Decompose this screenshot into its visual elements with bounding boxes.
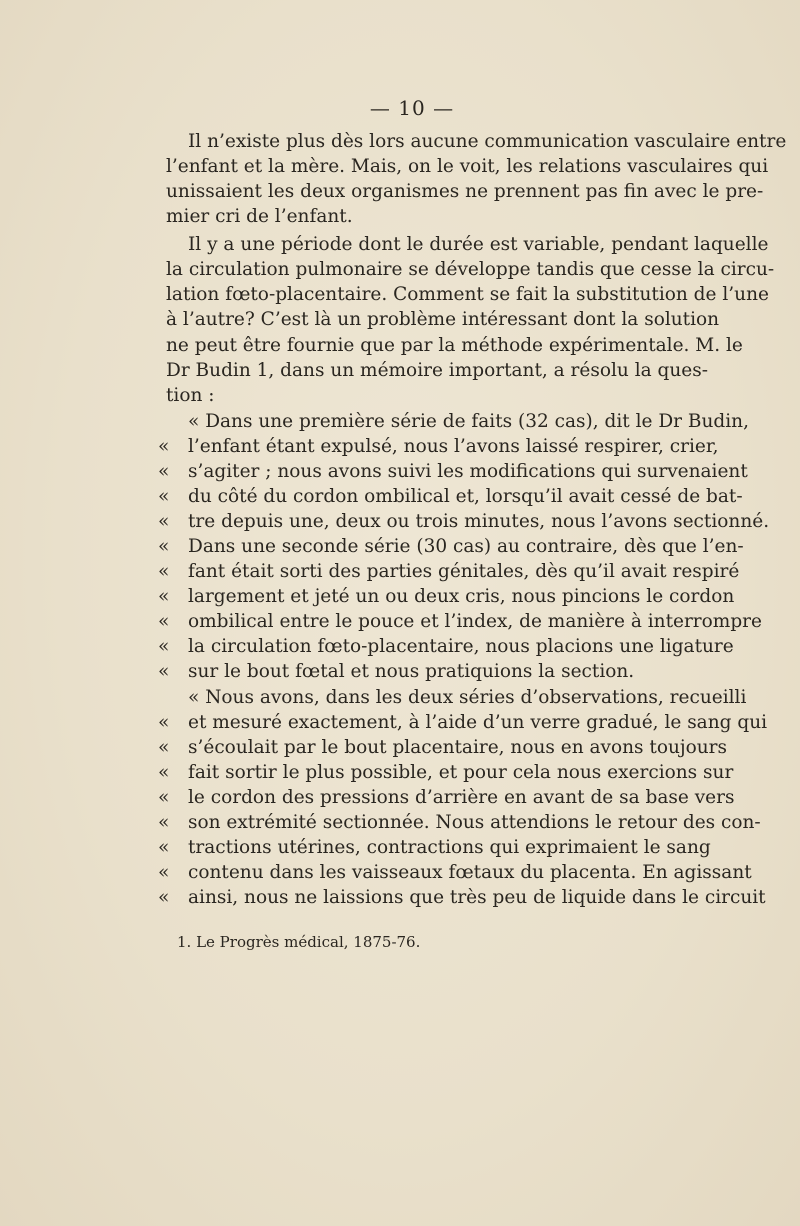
quote-line: ombilical entre le pouce et l’index, de manière à interrompre <box>188 611 762 632</box>
body-line: Il n’existe plus dès lors aucune communication vasculaire entre <box>188 131 787 152</box>
quote-line: sur le bout fœtal et nous pratiquions la section. <box>188 661 635 682</box>
quote-mark: « <box>158 611 170 632</box>
quote-line: largement et jeté un ou deux cris, nous pincions le cordon <box>188 586 735 607</box>
quote-mark: « <box>158 536 170 557</box>
quote-line: contenu dans les vaisseaux fœtaux du placenta. En agissant <box>188 862 752 883</box>
quote-mark: « <box>158 862 170 883</box>
quote-line: la circulation fœto-placentaire, nous placions une ligature <box>188 636 734 657</box>
quote-mark: « <box>158 762 170 783</box>
quote-mark: « <box>158 712 170 733</box>
quote-mark: « <box>158 661 170 682</box>
body-line: unissaient les deux organismes ne prennent pas fin avec le pre- <box>166 181 764 202</box>
body-line: lation fœto-placentaire. Comment se fait la substitution de l’une <box>166 284 769 305</box>
quote-mark: « <box>158 511 170 532</box>
quote-mark: « <box>158 812 170 833</box>
quote-line: « Dans une première série de faits (32 cas), dit le Dr Budin, <box>188 411 749 432</box>
body-line: Dr Budin 1, dans un mémoire important, a résolu la ques- <box>166 360 708 381</box>
quote-mark: « <box>158 486 170 507</box>
quote-line: « Nous avons, dans les deux séries d’observations, recueilli <box>188 687 747 708</box>
body-line: à l’autre? C’est là un problème intéressant dont la solution <box>166 309 720 330</box>
quote-line: l’enfant étant expulsé, nous l’avons laissé respirer, crier, <box>188 436 719 457</box>
quote-line: son extrémité sectionnée. Nous attendions le retour des con- <box>188 812 761 833</box>
quote-line: fant était sorti des parties génitales, dès qu’il avait respiré <box>188 561 740 582</box>
body-line: Il y a une période dont le durée est variable, pendant laquelle <box>188 234 769 255</box>
body-line: ne peut être fournie que par la méthode expérimentale. M. le <box>166 335 743 356</box>
quote-mark: « <box>158 561 170 582</box>
quote-line: fait sortir le plus possible, et pour cela nous exercions sur <box>188 762 734 783</box>
quote-line: et mesuré exactement, à l’aide d’un verre gradué, le sang qui <box>188 712 768 733</box>
quote-line: tre depuis une, deux ou trois minutes, nous l’avons sectionné. <box>188 511 770 532</box>
footnote: 1. Le Progrès médical, 1875-76. <box>177 933 421 951</box>
quote-mark: « <box>158 887 170 908</box>
quote-line: s’écoulait par le bout placentaire, nous en avons toujours <box>188 737 728 758</box>
quote-line: le cordon des pressions d’arrière en avant de sa base vers <box>188 787 735 808</box>
page-number: — 10 — <box>369 96 455 120</box>
body-line: mier cri de l’enfant. <box>166 206 353 227</box>
quote-mark: « <box>158 787 170 808</box>
quote-mark: « <box>158 636 170 657</box>
body-line: la circulation pulmonaire se développe tandis que cesse la circu- <box>166 259 775 280</box>
quote-line: Dans une seconde série (30 cas) au contraire, dès que l’en- <box>188 536 744 557</box>
quote-mark: « <box>158 436 170 457</box>
body-line: l’enfant et la mère. Mais, on le voit, les relations vasculaires qui <box>166 156 769 177</box>
quote-mark: « <box>158 586 170 607</box>
quote-mark: « <box>158 837 170 858</box>
quote-mark: « <box>158 461 170 482</box>
body-line: tion : <box>166 385 215 406</box>
quote-line: du côté du cordon ombilical et, lorsqu’il avait cessé de bat- <box>188 486 743 507</box>
quote-line: s’agiter ; nous avons suivi les modifications qui survenaient <box>188 461 748 482</box>
quote-line: ainsi, nous ne laissions que très peu de liquide dans le circuit <box>188 887 766 908</box>
quote-mark: « <box>158 737 170 758</box>
quote-line: tractions utérines, contractions qui exprimaient le sang <box>188 837 711 858</box>
